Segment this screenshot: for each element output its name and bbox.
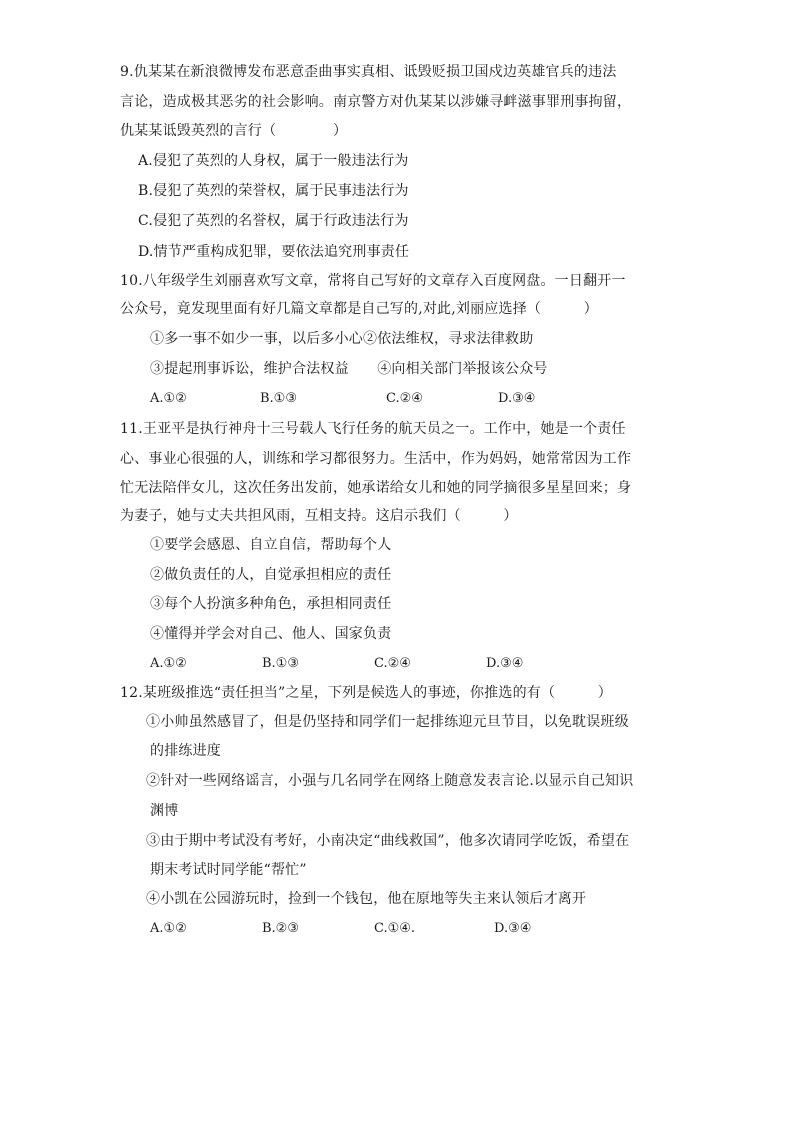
question-9-option-d: D.情节严重构成犯罪，要依法追究刑事责任 — [138, 244, 410, 260]
question-12-choice-b: B.②③ — [262, 921, 299, 936]
question-12-item: 的排练进度 — [150, 743, 221, 759]
question-10-stem-line: 10.八年级学生刘丽喜欢写文章，常将自己写好的文章存入百度网盘。一日翻开一 — [120, 273, 626, 289]
question-11-choice-b: B.①③ — [262, 656, 299, 671]
question-12-choice-d: D.③④ — [494, 921, 532, 936]
question-12-item: 期末考试时同学能“帮忙” — [150, 862, 307, 878]
question-10-choice-b: B.①③ — [260, 391, 297, 406]
question-11-choice-c: C.②④ — [374, 656, 411, 671]
question-11-item: ②做负责任的人，自觉承担相应的责任 — [150, 567, 392, 583]
question-9-option-b: B.侵犯了英烈的荣誉权，属于民事违法行为 — [138, 183, 409, 199]
question-10-item: ①多一事不如少一事，以后多小心②依法维权，寻求法律救助 — [150, 331, 534, 347]
question-12-choice-a: A.①② — [150, 921, 187, 936]
question-11-item: ①要学会感恩、自立自信，帮助每个人 — [150, 537, 392, 553]
question-11-item: ④懂得并学会对自己、他人、国家负责 — [150, 626, 392, 642]
question-11-choice-a: A.①② — [150, 656, 187, 671]
question-9-option-c: C.侵犯了英烈的名誉权，属于行政违法行为 — [138, 213, 409, 229]
question-10-item: ③提起刑事诉讼，维护合法权益 ④向相关部门举报该公众号 — [150, 361, 548, 377]
question-11-stem-line: 11.王亚平是执行神舟十三号载人飞行任务的航天员之一。工作中，她是一个责任 — [120, 421, 626, 437]
question-10-choice-a: A.①② — [150, 391, 187, 406]
question-12-item: ④小凯在公园游玩时，捡到一个钱包，他在原地等失主来认领后才离开 — [146, 891, 587, 907]
question-9-stem-line: 仇某某诋毁英烈的言行（ ） — [120, 123, 348, 139]
question-10-choice-d: D.③④ — [498, 391, 536, 406]
question-9-stem-line: 9.仇某某在新浪微博发布恶意歪曲事实真相、诋毁贬损卫国戍边英雄官兵的违法 — [120, 64, 617, 80]
question-11-item: ③每个人扮演多种角色，承担相同责任 — [150, 596, 392, 612]
question-11-choice-d: D.③④ — [486, 656, 524, 671]
question-9-option-a: A.侵犯了英烈的人身权，属于一般违法行为 — [138, 153, 409, 169]
question-11-stem-line: 心、事业心很强的人，训练和学习都很努力。生活中，作为妈妈，她常常因为工作 — [120, 451, 632, 467]
question-12-item: ①小帅虽然感冒了，但是仍坚持和同学们一起排练迎元旦节目，以免耽误班级 — [146, 714, 629, 730]
question-11-stem-line: 为妻子，她与丈夫共担风雨，互相支持。这启示我们（ ） — [120, 508, 518, 524]
question-12-item: 渊博 — [150, 803, 179, 819]
question-10-stem-line: 公众号，竟发现里面有好几篇文章都是自己写的,对此,刘丽应选择（ ） — [120, 301, 598, 317]
question-11-stem-line: 忙无法陪伴女儿，这次任务出发前，她承诺给女儿和她的同学摘很多星星回来；身 — [120, 480, 632, 496]
question-12-item: ③由于期中考试没有考好，小南决定“曲线救国”，他多次请同学吃饭，希望在 — [146, 833, 630, 849]
question-12-item: ②针对一些网络谣言，小强与几名同学在网络上随意发表言论.以显示自己知识 — [146, 773, 634, 789]
question-9-stem-line: 言论，造成极其恶劣的社会影响。南京警方对仇某某以涉嫌寻衅滋事罪刑事拘留， — [120, 94, 632, 110]
question-10-choice-c: C.②④ — [386, 391, 423, 406]
question-12-choice-c: C.①④. — [374, 921, 416, 936]
question-12-stem-line: 12.某班级推选“责任担当”之星，下列是候选人的事迹，你推选的有（ ） — [120, 685, 612, 701]
